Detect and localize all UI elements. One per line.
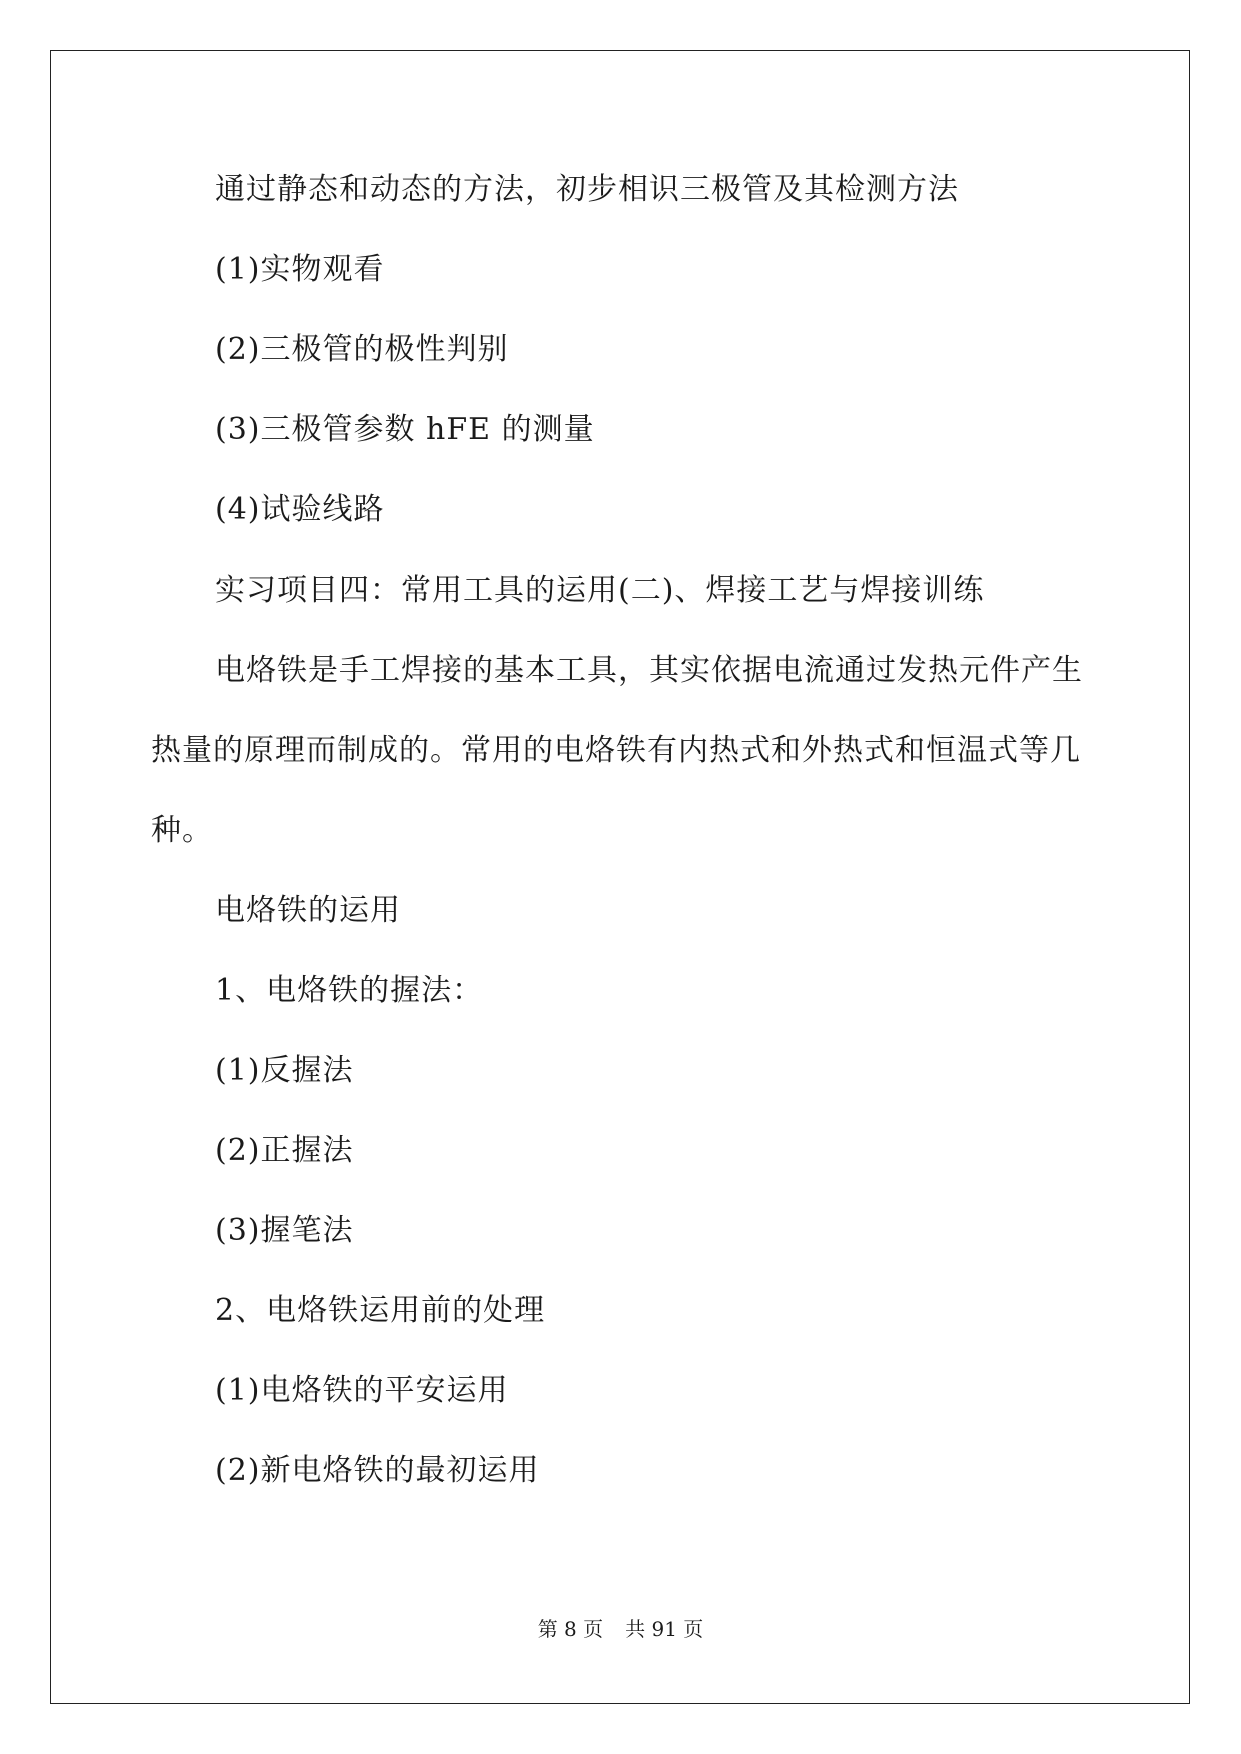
list-item-physical-observation: (1)实物观看 (215, 252, 385, 287)
page-total: 共 91 页 (625, 1617, 704, 1641)
list-item-forward-grip: (2)正握法 (215, 1133, 354, 1168)
paragraph-soldering-iron-line-1: 电烙铁是手工焊接的基本工具，其实依据电流通过发热元件产生 (215, 653, 1083, 688)
page-footer (0, 1617, 1241, 1641)
list-heading-grip-methods: 1、电烙铁的握法： (215, 973, 484, 1008)
paragraph-intro: 通过静态和动态的方法，初步相识三极管及其检测方法 (215, 172, 959, 207)
list-item-test-circuit: (4)试验线路 (215, 492, 385, 527)
list-item-first-use: (2)新电烙铁的最初运用 (215, 1453, 540, 1488)
subheading-soldering-iron-usage: 电烙铁的运用 (215, 893, 401, 928)
list-item-hfe-measurement: (3)三极管参数 hFE 的测量 (215, 412, 595, 447)
list-item-safe-use: (1)电烙铁的平安运用 (215, 1373, 509, 1408)
section-heading-project-four: 实习项目四：常用工具的运用(二)、焊接工艺与焊接训练 (215, 573, 985, 608)
list-item-polarity-identification: (2)三极管的极性判别 (215, 332, 509, 367)
list-item-reverse-grip: (1)反握法 (215, 1053, 354, 1088)
list-item-pen-grip: (3)握笔法 (215, 1213, 354, 1248)
paragraph-soldering-iron-line-3: 种。 (151, 813, 213, 848)
list-heading-pre-use-treatment: 2、电烙铁运用前的处理 (215, 1293, 546, 1328)
paragraph-soldering-iron-line-2: 热量的原理而制成的。常用的电烙铁有内热式和外热式和恒温式等几 (151, 733, 1081, 768)
page-number: 第 8 页 (537, 1617, 604, 1641)
